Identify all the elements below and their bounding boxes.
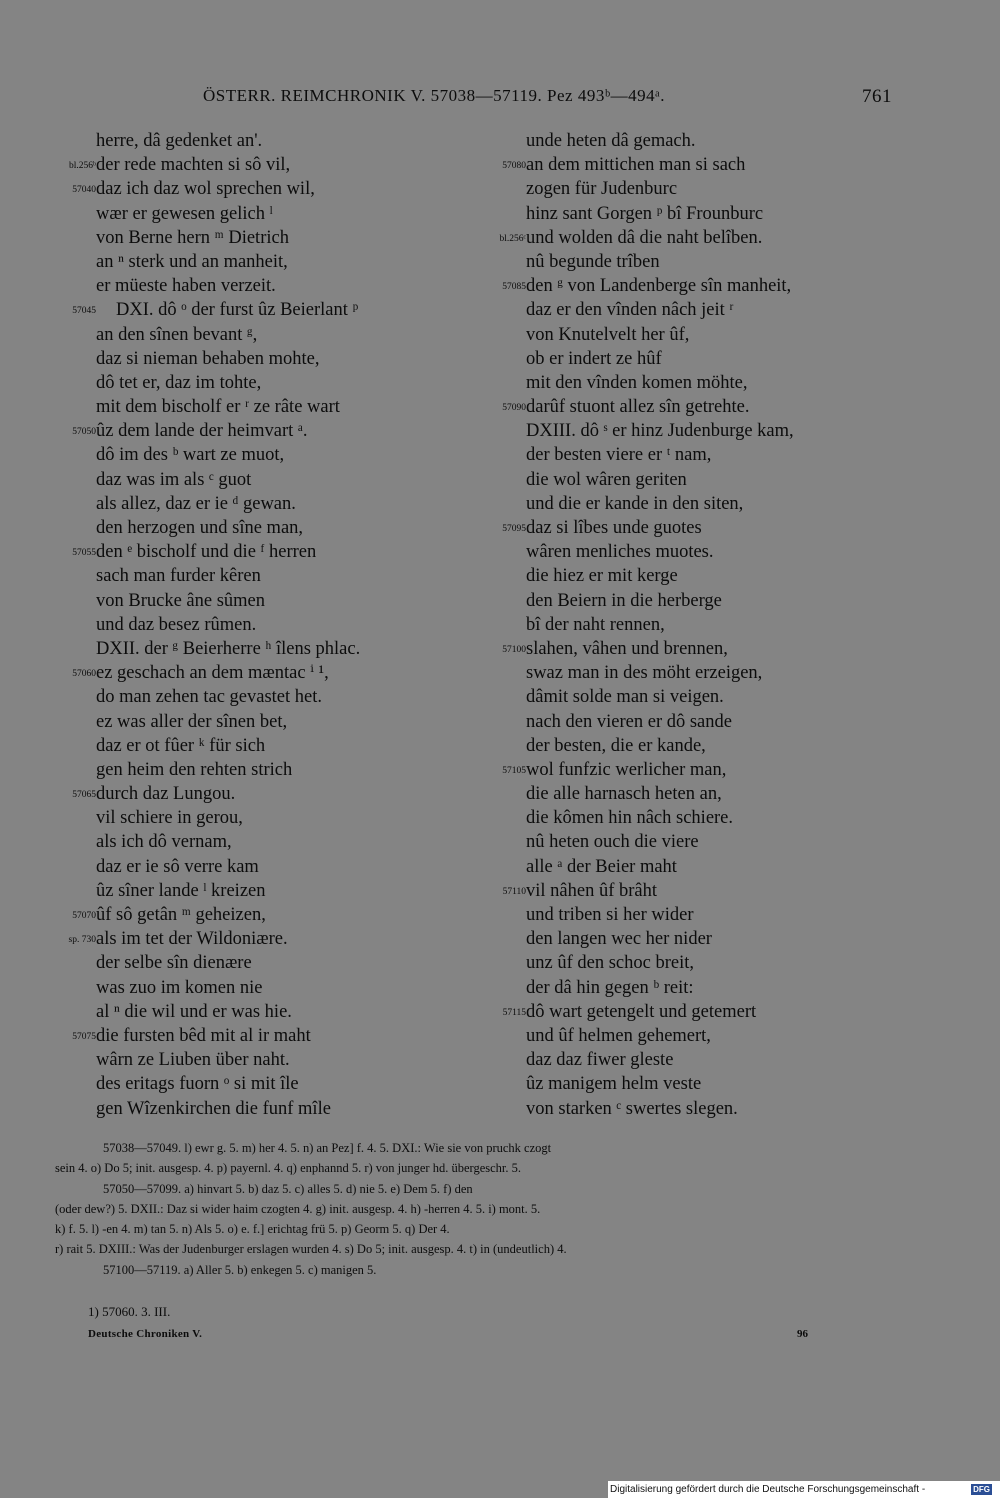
verse-text: wâren menliches muotes. bbox=[526, 542, 714, 563]
line-number: bl.256ᶜ bbox=[499, 233, 526, 244]
line-number: 57060 bbox=[72, 669, 96, 680]
verse-line bbox=[480, 347, 920, 371]
verse-text: von Brucke âne sûmen bbox=[96, 590, 266, 611]
apparatus-line: (oder dew?) 5. DXII.: Daz si wider haim czogten 4. g) init. ausgesp. 4. h) -herren 4. 5. i) mont. 5. bbox=[55, 1201, 541, 1216]
verse-line bbox=[50, 250, 470, 274]
verse-line bbox=[480, 371, 920, 395]
verse-line bbox=[50, 613, 470, 637]
verse-text: daz daz fiwer gleste bbox=[526, 1050, 674, 1071]
verse-line bbox=[480, 323, 920, 347]
verse-line bbox=[50, 976, 470, 1000]
verse-line bbox=[480, 903, 920, 927]
verse-text: al ⁿ die wil und er was hie. bbox=[96, 1001, 292, 1022]
verse-text: daz si nieman behaben mohte, bbox=[96, 348, 320, 369]
verse-text: des eritags fuorn ᵒ si mit île bbox=[96, 1074, 299, 1095]
left-verse-column bbox=[50, 129, 470, 1121]
right-verse-column bbox=[480, 129, 920, 1121]
verse-line bbox=[50, 395, 470, 419]
verse-text: DXII. der ᵍ Beierherre ʰ îlens phlac. bbox=[96, 638, 361, 659]
verse-text: daz was im als ᶜ guot bbox=[96, 469, 252, 490]
verse-line bbox=[50, 879, 470, 903]
verse-line bbox=[50, 492, 470, 516]
apparatus-line: sein 4. o) Do 5; init. ausgesp. 4. p) payernl. 4. q) enphannd 5. r) von junger hd. übergeschr. 5. bbox=[55, 1161, 521, 1176]
verse-line bbox=[50, 830, 470, 854]
verse-text: daz er ie sô verre kam bbox=[96, 856, 259, 877]
line-number: 57070 bbox=[72, 911, 96, 921]
verse-text: nû begunde trîben bbox=[526, 251, 660, 272]
verse-text: der dâ hin gegen ᵇ reit: bbox=[526, 977, 694, 998]
verse-line bbox=[480, 443, 920, 467]
verse-line bbox=[480, 492, 920, 516]
verse-text: daz er den vînden nâch jeit ʳ bbox=[526, 300, 734, 321]
verse-line bbox=[50, 468, 470, 492]
verse-line bbox=[480, 830, 920, 854]
verse-line bbox=[480, 298, 920, 322]
verse-line bbox=[50, 855, 470, 879]
verse-text: ez geschach an dem mæntac ⁱ ¹, bbox=[96, 663, 329, 684]
verse-line bbox=[50, 564, 470, 588]
verse-line bbox=[480, 1024, 920, 1048]
verse-line bbox=[50, 927, 470, 951]
verse-line bbox=[480, 153, 920, 177]
verse-line bbox=[50, 806, 470, 830]
verse-line bbox=[50, 153, 470, 177]
verse-line bbox=[50, 226, 470, 250]
dfg-logo-icon: DFG bbox=[973, 1485, 990, 1494]
verse-text: daz ich daz wol sprechen wil, bbox=[96, 179, 315, 200]
verse-line bbox=[480, 274, 920, 298]
verse-line bbox=[50, 202, 470, 226]
verse-text: ûz dem lande der heimvart ᵃ. bbox=[96, 421, 308, 442]
verse-line bbox=[480, 855, 920, 879]
critical-apparatus bbox=[55, 1138, 897, 1280]
verse-text: von Berne hern ᵐ Dietrich bbox=[96, 227, 289, 248]
verse-line bbox=[480, 1072, 920, 1096]
line-number: sp. 730 bbox=[68, 935, 96, 946]
verse-text: und ûf helmen gehemert, bbox=[526, 1025, 711, 1046]
verse-line bbox=[480, 734, 920, 758]
apparatus-line: 57100—57119. a) Aller 5. b) enkegen 5. c) manigen 5. bbox=[103, 1262, 377, 1277]
verse-line bbox=[480, 806, 920, 830]
line-number: 57075 bbox=[72, 1031, 96, 1042]
line-number: 57110 bbox=[502, 886, 526, 897]
line-number: 57045 bbox=[72, 306, 96, 317]
verse-text: ez was aller der sînen bet, bbox=[96, 711, 288, 732]
verse-text: DXI. dô ᵒ der furst ûz Beierlant ᵖ bbox=[116, 300, 359, 321]
line-number: 57115 bbox=[502, 1007, 526, 1018]
verse-text: unz ûf den schoc breit, bbox=[526, 953, 694, 974]
verse-line bbox=[50, 1048, 470, 1072]
verse-text: wârn ze Liuben über naht. bbox=[96, 1050, 290, 1071]
verse-text: daz er ot fûer ᵏ für sich bbox=[96, 735, 266, 756]
verse-line bbox=[50, 177, 470, 201]
verse-text: den herzogen und sîne man, bbox=[96, 518, 304, 538]
verse-text: ûf sô getân ᵐ geheizen, bbox=[96, 905, 266, 925]
line-number: 57100 bbox=[502, 644, 526, 655]
verse-text: nû heten ouch die viere bbox=[526, 832, 699, 853]
verse-text: herre, dâ gedenket an'. bbox=[96, 131, 263, 151]
verse-text: und triben si her wider bbox=[526, 905, 694, 925]
verse-text: bî der naht rennen, bbox=[526, 614, 665, 635]
footnote: 1) 57060. 3. III. bbox=[88, 1304, 171, 1319]
apparatus-line: 57050—57099. a) hinvart 5. b) daz 5. c) alles 5. d) nie 5. e) Dem 5. f) den bbox=[103, 1181, 473, 1196]
verse-line bbox=[480, 758, 920, 782]
verse-text: er müeste haben verzeit. bbox=[96, 276, 276, 297]
verse-text: swaz man in des möht erzeigen, bbox=[526, 663, 763, 684]
verse-text: die wol wâren geriten bbox=[526, 469, 687, 490]
verse-line bbox=[50, 1000, 470, 1024]
verse-text: mit dem bischolf er ʳ ze râte wart bbox=[96, 397, 340, 418]
verse-line bbox=[50, 298, 470, 322]
verse-line bbox=[480, 661, 920, 685]
verse-line bbox=[480, 516, 920, 540]
verse-line bbox=[50, 274, 470, 298]
verse-text: und wolden dâ die naht belîben. bbox=[526, 227, 763, 248]
verse-text: der selbe sîn dienære bbox=[96, 953, 252, 974]
verse-text: als im tet der Wildoniære. bbox=[96, 929, 288, 950]
running-header bbox=[0, 86, 1000, 114]
verse-text: an dem mittichen man si sach bbox=[526, 155, 746, 176]
verse-line bbox=[50, 710, 470, 734]
page-number: 761 bbox=[862, 86, 892, 107]
verse-line bbox=[480, 540, 920, 564]
verse-text: was zuo im komen nie bbox=[96, 977, 263, 998]
apparatus-line: k) f. 5. l) -en 4. m) tan 5. n) Als 5. o) e. f.] erichtag frü 5. p) Georm 5. q) Der 4. bbox=[55, 1222, 450, 1237]
verse-text: ûz manigem helm veste bbox=[526, 1074, 702, 1095]
verse-text: dô tet er, daz im tohte, bbox=[96, 372, 262, 393]
verse-line bbox=[50, 782, 470, 806]
verse-text: wær er gewesen gelich ˡ bbox=[96, 203, 273, 224]
verse-line bbox=[50, 323, 470, 347]
verse-line bbox=[480, 250, 920, 274]
verse-line bbox=[50, 371, 470, 395]
line-number: 57040 bbox=[72, 185, 96, 196]
line-number: 57050 bbox=[72, 427, 96, 438]
verse-line bbox=[480, 685, 920, 709]
verse-line bbox=[480, 951, 920, 975]
verse-text: als ich dô vernam, bbox=[96, 832, 232, 853]
verse-text: die kômen hin nâch schiere. bbox=[526, 808, 734, 829]
verse-line bbox=[480, 782, 920, 806]
apparatus-line: 57038—57049. l) ewr g. 5. m) her 4. 5. n) an Pez] f. 4. 5. DXI.: Wie sie von pruchk czogt bbox=[103, 1141, 552, 1155]
verse-text: vil schiere in gerou, bbox=[96, 808, 243, 829]
verse-line bbox=[50, 758, 470, 782]
verse-line bbox=[50, 516, 470, 540]
signature-mark: Deutsche Chroniken V. bbox=[88, 1328, 203, 1340]
verse-line bbox=[50, 1097, 470, 1121]
verse-text: daz si lîbes unde guotes bbox=[526, 518, 702, 538]
verse-line bbox=[480, 589, 920, 613]
verse-text: von Knutelvelt her ûf, bbox=[526, 324, 690, 345]
verse-line bbox=[480, 710, 920, 734]
verse-line bbox=[50, 419, 470, 443]
verse-text: der besten, die er kande, bbox=[526, 735, 706, 756]
verse-line bbox=[480, 637, 920, 661]
apparatus-line: r) rait 5. DXIII.: Was der Judenburger erslagen wurden 4. s) Do 5; init. ausgesp. 4. t) in (undeutlich) 4. bbox=[55, 1242, 567, 1257]
line-number: 57090 bbox=[502, 403, 526, 414]
header-title: ÖSTERR. REIMCHRONIK V. 57038—57119. Pez 493ᵇ—494ᵃ. bbox=[203, 86, 665, 105]
verse-text: der besten viere er ᵗ nam, bbox=[526, 445, 712, 466]
verse-line bbox=[480, 1000, 920, 1024]
dfg-banner-text: Digitalisierung gefördert durch die Deutsche Forschungsgemeinschaft - bbox=[610, 1484, 926, 1495]
verse-text: ûz sîner lande ˡ kreizen bbox=[96, 880, 266, 901]
verse-line bbox=[480, 202, 920, 226]
verse-line bbox=[480, 976, 920, 1000]
verse-line bbox=[50, 443, 470, 467]
verse-line bbox=[50, 637, 470, 661]
verse-text: zogen für Judenburc bbox=[526, 179, 678, 200]
verse-line bbox=[480, 1097, 920, 1121]
verse-text: an ⁿ sterk und an manheit, bbox=[96, 251, 288, 272]
verse-text: den ᵉ bischolf und die ᶠ herren bbox=[96, 542, 317, 563]
verse-line bbox=[50, 1072, 470, 1096]
verse-text: dô wart getengelt und getemert bbox=[526, 1001, 757, 1022]
verse-line bbox=[50, 734, 470, 758]
line-number: 57055 bbox=[72, 548, 96, 559]
verse-text: sach man furder kêren bbox=[96, 566, 261, 587]
verse-text: der rede machten si sô vil, bbox=[96, 155, 291, 176]
verse-line bbox=[480, 564, 920, 588]
verse-text: unde heten dâ gemach. bbox=[526, 131, 696, 151]
verse-text: die hiez er mit kerge bbox=[526, 566, 678, 587]
verse-text: von starken ᶜ swertes slegen. bbox=[526, 1098, 738, 1119]
verse-line bbox=[50, 1024, 470, 1048]
line-number: 57105 bbox=[502, 765, 526, 776]
line-number: 57065 bbox=[72, 790, 96, 801]
verse-line bbox=[50, 661, 470, 685]
verse-text: ob er indert ze hûf bbox=[526, 348, 662, 369]
verse-text: nach den vieren er dô sande bbox=[526, 711, 732, 732]
verse-text: und daz besez rûmen. bbox=[96, 614, 257, 635]
verse-text: DXIII. dô ˢ er hinz Judenburge kam, bbox=[526, 421, 794, 442]
verse-line bbox=[480, 927, 920, 951]
verse-line bbox=[50, 347, 470, 371]
verse-line bbox=[50, 951, 470, 975]
line-number: 57095 bbox=[502, 524, 526, 534]
verse-text: darûf stuont allez sîn getrehte. bbox=[526, 397, 750, 418]
verse-text: hinz sant Gorgen ᵖ bî Frounburc bbox=[526, 203, 764, 224]
verse-line bbox=[480, 395, 920, 419]
verse-text: gen Wîzenkirchen die funf mîle bbox=[96, 1098, 331, 1119]
verse-line bbox=[50, 540, 470, 564]
verse-line bbox=[50, 129, 470, 153]
verse-text: wol funfzic werlicher man, bbox=[526, 759, 727, 780]
verse-line bbox=[480, 177, 920, 201]
verse-text: die alle harnasch heten an, bbox=[526, 784, 722, 805]
verse-text: gen heim den rehten strich bbox=[96, 759, 293, 780]
verse-line bbox=[480, 1048, 920, 1072]
verse-text: vil nâhen ûf brâht bbox=[526, 880, 657, 901]
verse-text: mit den vînden komen möhte, bbox=[526, 372, 748, 393]
verse-line bbox=[480, 419, 920, 443]
line-number: bl.256ᵇ bbox=[69, 161, 96, 172]
verse-text: die fursten bêd mit al ir maht bbox=[96, 1025, 311, 1046]
verse-text: durch daz Lungou. bbox=[96, 784, 236, 805]
verse-text: dô im des ᵇ wart ze muot, bbox=[96, 445, 285, 466]
verse-line bbox=[480, 613, 920, 637]
verse-text: dâmit solde man si veigen. bbox=[526, 687, 724, 708]
verse-text: slahen, vâhen und brennen, bbox=[526, 638, 728, 659]
verse-text: den Beiern in die herberge bbox=[526, 590, 722, 611]
verse-text: do man zehen tac gevastet het. bbox=[96, 687, 323, 708]
verse-text: als allez, daz er ie ᵈ gewan. bbox=[96, 493, 296, 514]
verse-line bbox=[480, 468, 920, 492]
verse-line bbox=[480, 879, 920, 903]
verse-text: den langen wec her nider bbox=[526, 929, 712, 950]
verse-text: den ᵍ von Landenberge sîn manheit, bbox=[526, 276, 792, 297]
verse-line bbox=[480, 129, 920, 153]
verse-text: an den sînen bevant ᵍ, bbox=[96, 324, 258, 345]
sheet-number: 96 bbox=[797, 1328, 808, 1340]
line-number: 57080 bbox=[502, 161, 526, 172]
verse-text: und die er kande in den siten, bbox=[526, 493, 744, 514]
line-number: 57085 bbox=[502, 282, 526, 293]
verse-line bbox=[50, 903, 470, 927]
dfg-banner[interactable] bbox=[608, 1481, 1000, 1498]
verse-text: alle ᵃ der Beier maht bbox=[526, 856, 677, 877]
verse-line bbox=[480, 226, 920, 250]
verse-line bbox=[50, 589, 470, 613]
verse-line bbox=[50, 685, 470, 709]
